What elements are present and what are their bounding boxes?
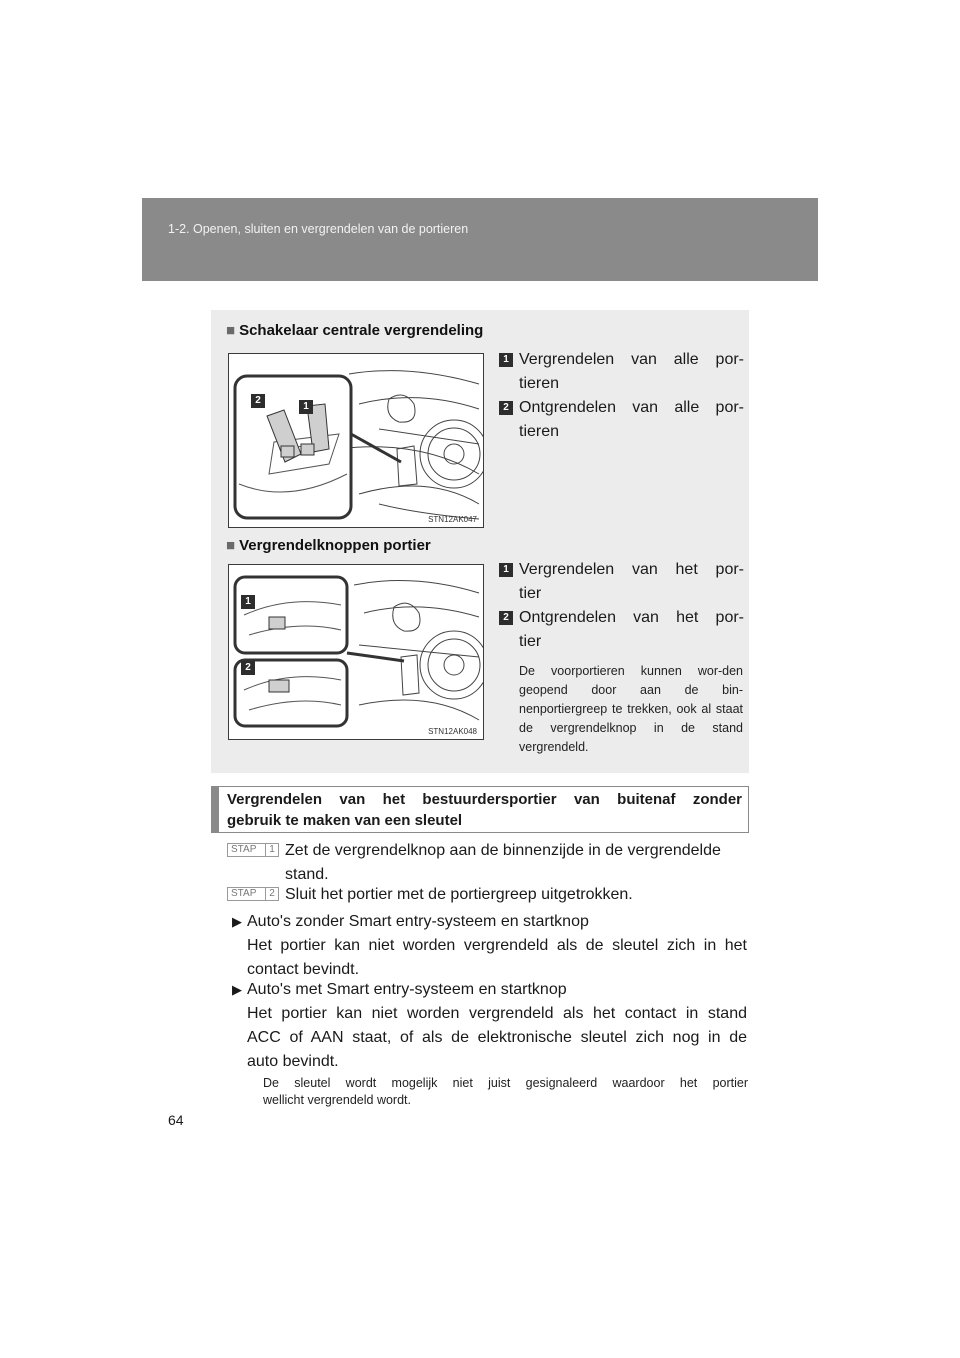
figure-code: STN12AK047 xyxy=(428,515,477,524)
number-badge: 1 xyxy=(499,563,513,577)
callout-badge-2: 2 xyxy=(241,661,255,675)
figure-central-lock-switch xyxy=(228,353,484,528)
triangle-arrow-icon: ▶ xyxy=(232,914,242,929)
figure-code: STN12AK048 xyxy=(428,727,477,736)
figure-door-lock-buttons xyxy=(228,564,484,740)
section-title-door-lock-buttons: ■ Vergrendelknoppen portier xyxy=(226,537,431,554)
step-badge: STAP 1 xyxy=(227,843,279,857)
door-lock-note: De voorportieren kunnen wor-den geopend door aan de bin-nenportiergreep te trekken, ook al staat de vergrendelknop in de stand vergrendeld. xyxy=(519,664,743,754)
chapter-header-title: 1-2. Openen, sluiten en vergrendelen van de portieren xyxy=(168,222,469,236)
legend-item-unlock-door: 2 Ontgrendelen van het por- tier xyxy=(499,606,744,654)
procedure-heading: Vergrendelen van het bestuurdersportier van buitenaf zonder gebruik te maken van een sleutel xyxy=(211,786,749,833)
square-bullet-icon: ■ xyxy=(226,322,236,339)
bullet-without-smart-entry: ▶ Auto's zonder Smart entry-systeem en startknop xyxy=(232,910,747,934)
bullet-with-smart-entry: ▶ Auto's met Smart entry-systeem en startknop xyxy=(232,978,747,1002)
square-bullet-icon: ■ xyxy=(226,537,236,554)
paragraph-with-smart-entry: Het portier kan niet worden vergrendeld als het contact in stand ACC of AAN staat, of als de elektronische sleutel zich nog in de auto bevindt. xyxy=(247,1005,747,1070)
paragraph-without-smart-entry: Het portier kan niet worden vergrendeld als de sleutel zich in het contact bevindt. xyxy=(247,937,747,978)
legend-item-unlock-all: 2 Ontgrendelen van alle por- tieren xyxy=(499,396,744,444)
step-2: STAP 2 Sluit het portier met de portiergreep uitgetrokken. xyxy=(227,883,747,907)
callout-badge-1: 1 xyxy=(299,400,313,414)
step-badge: STAP 2 xyxy=(227,887,279,901)
chapter-header-band xyxy=(142,198,818,281)
number-badge: 2 xyxy=(499,401,513,415)
legend-item-lock-all: 1 Vergrendelen van alle por- tieren xyxy=(499,348,744,396)
number-badge: 1 xyxy=(499,353,513,367)
legend-item-lock-door: 1 Vergrendelen van het por- tier xyxy=(499,558,744,606)
section-title-central-lock: ■ Schakelaar centrale vergrendeling xyxy=(226,322,484,339)
callout-badge-1: 1 xyxy=(241,595,255,609)
footnote: De sleutel wordt mogelijk niet juist gesignaleerd waardoor het portier wellicht vergrendeld wordt. xyxy=(263,1076,748,1107)
number-badge: 2 xyxy=(499,611,513,625)
callout-badge-2: 2 xyxy=(251,394,265,408)
page-number: 64 xyxy=(168,1112,184,1128)
central-lock-illustration xyxy=(229,354,484,528)
step-1: STAP 1 Zet de vergrendelknop aan de binnenzijde in de vergrendelde stand. xyxy=(227,839,747,887)
triangle-arrow-icon: ▶ xyxy=(232,982,242,997)
door-lock-illustration xyxy=(229,565,484,740)
